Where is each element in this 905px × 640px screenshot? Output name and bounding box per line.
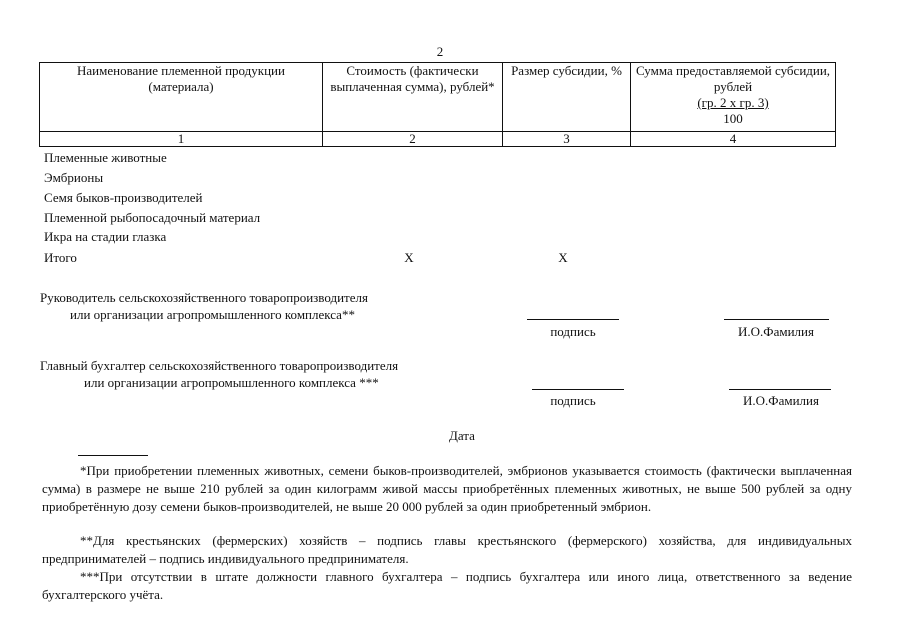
accountant-signature-label: подпись — [550, 393, 596, 408]
header-subsidy-divisor: 100 — [723, 111, 743, 126]
head-signature-title-line2: или организации агропромышленного комплекса** — [70, 307, 355, 322]
subsidy-table — [39, 62, 836, 147]
header-subsidy-amount — [631, 63, 836, 132]
row-label-total: Итого — [44, 250, 77, 265]
table-column-numbers-row — [40, 132, 836, 147]
header-product-name: Наименование племенной продукции (материала) — [40, 63, 323, 132]
date-label: Дата — [449, 428, 475, 443]
head-name-line — [724, 319, 829, 320]
total-mark-col2: Х — [404, 250, 414, 265]
header-cost: Стоимость (фактически выплаченная сумма), рублей* — [323, 63, 503, 132]
row-label-bull-semen: Семя быков-производителей — [44, 190, 203, 205]
row-label-breeding-animals: Племенные животные — [44, 150, 167, 165]
accountant-signature-line — [532, 389, 624, 390]
header-subsidy-formula: (гр. 2 x гр. 3) — [697, 95, 769, 110]
row-label-embryos: Эмбрионы — [44, 170, 104, 185]
footnote-divider — [78, 455, 148, 456]
head-signature-line — [527, 319, 619, 320]
column-number: 4 — [631, 132, 836, 147]
header-subsidy-rate: Размер субсидии, % — [503, 63, 631, 132]
footnote-2: **Для крестьянских (фермерских) хозяйств – подпись главы крестьянского (фермерского) хозяйства, для индивидуальных предпринимателей – подпись индивидуального предпринимателя. — [42, 533, 852, 566]
row-label-eyed-roe: Икра на стадии глазка — [44, 229, 167, 244]
column-number: 2 — [323, 132, 503, 147]
head-signature-label: подпись — [550, 324, 596, 339]
footnote-3: ***При отсутствии в штате должности главного бухгалтера – подпись бухгалтера или иного лица, ответственного за ведение бухгалтерского учёта. — [42, 569, 852, 602]
footnote-1: *При приобретении племенных животных, семени быков-производителей, эмбрионов указывается стоимость (фактически выплаченная сумма) в размере не выше 210 рублей за один килограмм живой массы приобретённых племенных животных, не выше 500 рублей за одну приобретённую дозу семени быков-производителей, не выше 20 000 рублей за один приобретенный эмбрион. — [42, 463, 852, 514]
column-number: 1 — [40, 132, 323, 147]
accountant-name-line — [729, 389, 831, 390]
accountant-signature-title-line2: или организации агропромышленного комплекса *** — [84, 375, 379, 390]
head-signature-title-line1: Руководитель сельскохозяйственного товаропроизводителя — [40, 290, 368, 305]
column-number: 3 — [503, 132, 631, 147]
row-label-fish-stock: Племенной рыбопосадочный материал — [44, 210, 261, 225]
head-name-label: И.О.Фамилия — [738, 324, 814, 339]
page-number: 2 — [436, 44, 444, 59]
total-mark-col3: Х — [558, 250, 568, 265]
accountant-name-label: И.О.Фамилия — [743, 393, 819, 408]
accountant-signature-title-line1: Главный бухгалтер сельскохозяйственного товаропроизводителя — [40, 358, 399, 373]
table-header-row — [40, 63, 836, 132]
header-subsidy-amount-title: Сумма предоставляемой субсидии, рублей — [635, 63, 831, 94]
